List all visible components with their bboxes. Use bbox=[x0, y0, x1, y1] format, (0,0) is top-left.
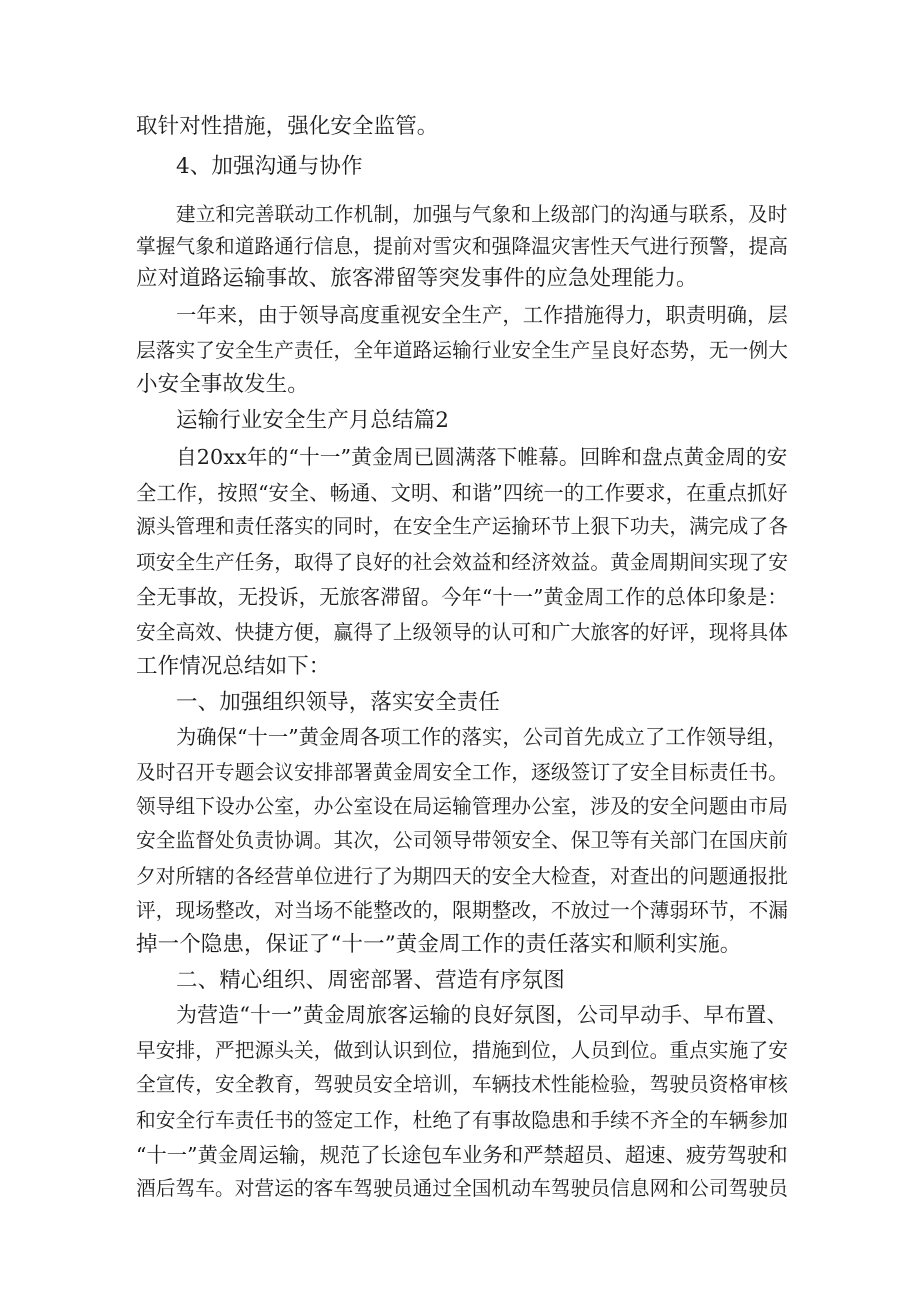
text-line: 掌握气象和道路通行信息，提前对雪灾和强降温灾害性天气进行预警，提高 bbox=[136, 235, 788, 258]
paragraph-first-line: 自20xx年的“十一”黄金周已圆满落下帷幕。回眸和盘点黄金周的安 bbox=[176, 445, 788, 469]
paragraph-first-line: 为确保“十一”黄金周各项工作的落实，公司首先成立了工作领导组， bbox=[176, 725, 788, 749]
text-line: 全工作，按照“安全、畅通、文明、和谐”四统一的工作要求，在重点抓好 bbox=[136, 481, 788, 505]
article-title: 运输行业安全生产月总结篇2 bbox=[176, 408, 449, 433]
paragraph-first-line: 建立和完善联动工作机制，加强与气象和上级部门的沟通与联系，及时 bbox=[176, 203, 788, 226]
text-line: 源头管理和责任落实的同时，在安全生产运揄环节上狠下功夫，满完成了各 bbox=[136, 515, 788, 538]
text-line: “十一”黄金周运输，规范了长途包车业务和严禁超员、超速、疲劳驾驶和 bbox=[136, 1143, 788, 1167]
text-line: 夕对所辖的各经营单位进行了为期四天的安全大检查，对查出的问题通报批 bbox=[136, 865, 788, 888]
paragraph-first-line: 为营造“十一”黄金周旅客运输的良好氛图，公司早动手、早布置、 bbox=[176, 1003, 788, 1027]
text-line: 领导组下设办公室，办公室设在局运输管理办公室，涉及的安全问题由市局 bbox=[136, 795, 788, 818]
text-line: 全无事故，无投诉，无旅客滞留。今年“十一”黄金周工作的总体印象是： bbox=[136, 585, 788, 609]
text-line: 层落实了安全生产责任，全年道路运输行业安全生产呈良好态势，无一例大 bbox=[136, 339, 788, 362]
text-line: 应对道路运输事故、旅客滞留等突发事件的应急处理能力。 bbox=[136, 266, 698, 291]
section-heading: 一、加强组织领导，落实安全责任 bbox=[176, 690, 501, 715]
text-line: 取针对性措施，强化安全监管。 bbox=[136, 114, 439, 139]
paragraph-first-line: 一年来，由于领导高度重视安全生产，工作措施得力，职责明确，层 bbox=[176, 303, 788, 327]
section-heading: 二、精心组织、周密部署、营造有序氛图 bbox=[176, 968, 565, 993]
text-line: 及时召开专题会议安排部署黄金周安全工作，逐级签订了安全目标责任书。 bbox=[136, 761, 788, 784]
text-line: 工作情况总结如下： bbox=[136, 654, 331, 679]
text-line: 全宣传，安全教育，驾驶员安全培训，车辆技术性能检验，驾驶员资格审核 bbox=[136, 1073, 788, 1096]
text-line: 和安全行车责任书的签定工作，杜绝了有事故隐患和手续不齐全的车辆参加 bbox=[136, 1109, 788, 1132]
text-line: 小安全事故发生。 bbox=[136, 372, 309, 397]
text-line: 评，现场整改，对当场不能整改的，限期整改，不放过一个薄弱环节，不漏 bbox=[136, 899, 788, 922]
text-line: 掉一个隐患，保证了“十一”黄金周工作的责任落实和顺利实施。 bbox=[136, 932, 742, 957]
text-line: 安全监督处负责协调。其次，公司领导带领安全、保卫等有关部门在国庆前 bbox=[136, 829, 788, 852]
text-line: 安全高效、快捷方便，赢得了上级领导的认可和广大旅客的好评，现将具体 bbox=[136, 621, 788, 644]
text-line: 酒后驾车。对营运的客车驾驶员通过全国机动车驾驶员信息网和公司驾驶员 bbox=[136, 1177, 788, 1200]
section-heading: 4、加强沟通与协作 bbox=[176, 154, 363, 179]
text-line: 项安全生产任务，取得了良好的社会效益和经济效益。黄金周期间实现了安 bbox=[136, 551, 788, 574]
text-line: 早安排，严把源头关，做到认识到位，措施到位，人员到位。重点实施了安 bbox=[136, 1039, 788, 1062]
